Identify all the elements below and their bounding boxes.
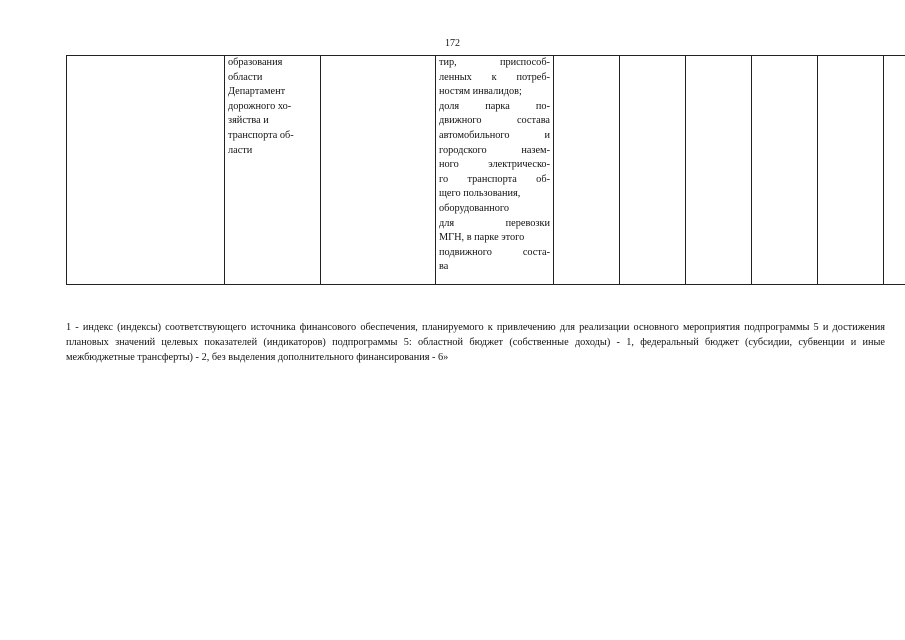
footnote: 1 - индекс (индексы) соответствующего источника финансового обеспечения, планируемого к привлечению для реализации основного мероприятия подпрограммы 5 и достижения плановых значений целевых показателей (индикаторов) подпрограммы 5: областной бюджет (собственные доходы) - 1, федеральный бюджет (субсидии, субвенции и иные межбюджетные трансферты) - 2, без выделения дополнительного финансирования - 6» [66,322,885,364]
responsible-executor-text [228,56,317,158]
table-cell-6 [620,56,686,285]
text-line: образования [228,57,283,68]
text-line: движного состава [439,115,550,127]
table-cell-indicator [436,56,554,285]
text-line: ностям инвалидов; [439,86,522,98]
text-line: области [228,71,263,83]
text-line: ласти [228,144,253,156]
page-number: 172 [445,38,460,49]
text-line: доля парка по- [439,100,550,112]
table-cell-9 [818,56,884,285]
text-line: го транспорта об- [439,173,550,185]
text-line: зяйства и [228,115,269,127]
text-line: для перевозки [439,217,550,229]
measures-table [66,55,905,285]
text-line: ного электрическо- [439,159,550,171]
table-cell-3 [321,56,436,285]
table-cell-7 [686,56,752,285]
text-line: щего пользования, [439,188,521,200]
text-line: тир, приспособ- [439,57,550,68]
table-row [67,56,905,285]
indicator-text [439,56,550,275]
text-line: ва [439,261,449,273]
text-line: городского назем- [439,144,550,156]
text-line: ленных к потреб- [439,71,550,83]
table-cell-10 [884,56,905,285]
text-line: автомобильного и [439,129,550,141]
text-line: оборудованного [439,202,510,214]
text-line: транспорта об- [228,129,294,141]
table-cell-responsible [225,56,321,285]
table-cell-8 [752,56,818,285]
text-line: МГН, в парке этого [439,232,525,244]
table-cell-5 [554,56,620,285]
text-line: Департамент [228,86,286,98]
text-line: подвижного соста- [439,246,550,258]
text-line: дорожного хо- [228,100,292,112]
table-cell-1 [67,56,225,285]
